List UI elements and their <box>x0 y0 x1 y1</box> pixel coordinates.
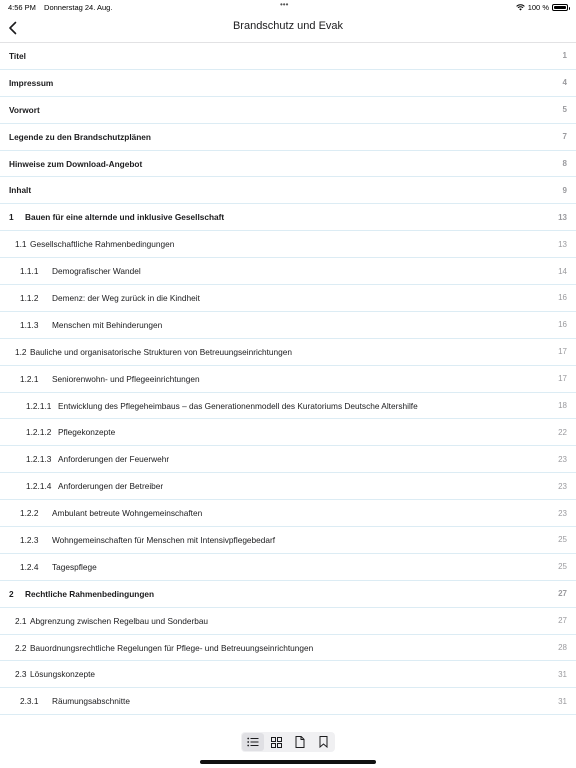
toc-page-number: 17 <box>558 374 567 384</box>
toc-section-number: 2.1 <box>15 615 27 626</box>
toc-title: Demenz: der Weg zurück in die Kindheit <box>52 292 200 303</box>
toc-entry <box>15 616 576 626</box>
toc-title: Wohngemeinschaften für Menschen mit Intensivpflegebedarf <box>52 534 276 545</box>
toc-row[interactable] <box>0 43 576 70</box>
toc-row[interactable] <box>0 204 576 231</box>
toc-title: Impressum <box>9 77 54 88</box>
toc-page-number: 22 <box>558 427 567 437</box>
toc-title: Inhalt <box>9 185 32 196</box>
toc-title: Bauordnungsrechtliche Regelungen für Pflege- und Betreuungseinrichtungen <box>30 642 314 653</box>
toc-title: Seniorenwohn- und Pflegeeinrichtungen <box>52 373 200 384</box>
toc-row[interactable] <box>0 258 576 285</box>
toc-page-number: 7 <box>562 132 567 142</box>
toc-title: Gesellschaftliche Rahmenbedingungen <box>30 239 175 250</box>
toc-entry <box>15 347 576 357</box>
toc-entry <box>20 696 576 706</box>
toc-section-number: 1.2 <box>15 346 27 357</box>
toc-entry <box>9 78 576 88</box>
toc-row[interactable] <box>0 527 576 554</box>
toc-page-number: 13 <box>558 239 567 249</box>
bookmark-icon <box>319 736 328 748</box>
toc-page-number: 13 <box>558 212 567 222</box>
table-of-contents <box>0 43 576 715</box>
toc-section-number: 1 <box>9 212 14 223</box>
toc-section-number: 1.1.2 <box>20 292 39 303</box>
toc-title: Bauen für eine alternde und inklusive Gesellschaft <box>25 212 225 223</box>
toc-page-number: 1 <box>562 51 567 61</box>
navigation-bar <box>0 14 576 43</box>
toc-entry <box>15 239 576 249</box>
toc-page-number: 18 <box>558 401 567 411</box>
toc-title: Abgrenzung zwischen Regelbau und Sonderbau <box>30 615 209 626</box>
toc-row[interactable] <box>0 635 576 662</box>
toc-entry <box>20 508 576 518</box>
toc-title: Anforderungen der Feuerwehr <box>58 454 170 465</box>
toc-entry <box>20 374 576 384</box>
toc-title: Legende zu den Brandschutzplänen <box>9 131 151 142</box>
toc-title: Titel <box>9 50 26 61</box>
wifi-icon <box>516 4 525 11</box>
status-date: Donnerstag 24. Aug. <box>44 3 113 12</box>
toc-row[interactable] <box>0 500 576 527</box>
page-title: Brandschutz und Evak <box>232 20 344 32</box>
toc-section-number: 1.2.2 <box>20 508 39 519</box>
status-time: 4:56 PM <box>8 3 36 12</box>
toc-entry <box>9 589 576 599</box>
toc-row[interactable] <box>0 419 576 446</box>
status-left <box>8 3 112 12</box>
toc-title: Räumungsabschnitte <box>52 696 130 707</box>
toc-page-number: 31 <box>558 669 567 679</box>
toc-section-number: 1.1 <box>15 239 27 250</box>
toc-row[interactable] <box>0 554 576 581</box>
toc-row[interactable] <box>0 393 576 420</box>
toc-title: Hinweise zum Download-Angebot <box>9 158 143 169</box>
home-indicator <box>200 760 376 764</box>
toc-page-number: 14 <box>558 266 567 276</box>
toc-section-number: 2.3.1 <box>20 696 39 707</box>
toc-title: Menschen mit Behinderungen <box>52 319 163 330</box>
toc-entry <box>9 132 576 142</box>
toc-section-number: 1.1.1 <box>20 266 39 277</box>
toc-row[interactable] <box>0 231 576 258</box>
toc-section-number: 1.2.1.1 <box>26 400 52 411</box>
toc-section-number: 1.2.4 <box>20 561 39 572</box>
toc-page-number: 8 <box>562 159 567 168</box>
toc-row[interactable] <box>0 97 576 124</box>
toc-title: Vorwort <box>9 104 40 115</box>
toc-row[interactable] <box>0 446 576 473</box>
toc-page-number: 23 <box>558 481 567 491</box>
toc-row[interactable] <box>0 124 576 151</box>
multitasking-dots[interactable]: ••• <box>280 0 289 9</box>
grid-icon <box>271 737 282 748</box>
toc-section-number: 1.1.3 <box>20 319 39 330</box>
status-right <box>516 3 568 12</box>
toc-section-number: 2.3 <box>15 669 27 680</box>
toc-page-number: 17 <box>558 347 567 357</box>
bottom-toolbar <box>241 732 335 752</box>
toc-entry <box>20 293 576 303</box>
toc-title: Ambulant betreute Wohngemeinschaften <box>52 508 203 519</box>
toc-page-number: 5 <box>562 105 567 115</box>
toc-row[interactable] <box>0 177 576 204</box>
toc-row[interactable] <box>0 473 576 500</box>
toc-entry <box>9 185 576 195</box>
toc-title: Bauliche und organisatorische Strukturen von Betreuungseinrichtungen <box>30 346 292 357</box>
battery-percent: 100 % <box>527 3 549 12</box>
toc-section-number: 1.2.1.3 <box>26 454 52 465</box>
toc-entry <box>9 212 576 222</box>
toc-row[interactable] <box>0 608 576 635</box>
toc-entry <box>9 51 576 61</box>
toc-section-number: 2 <box>9 588 14 599</box>
toc-title: Entwicklung des Pflegeheimbaus – das Generationenmodell des Kuratoriums Deutsche Altershilfe <box>58 400 418 411</box>
toc-page-number: 28 <box>558 643 567 653</box>
toc-row[interactable] <box>0 339 576 366</box>
toc-section-number: 1.2.3 <box>20 534 39 545</box>
toc-entry <box>9 105 576 115</box>
toc-entry <box>15 669 576 679</box>
toc-page-number: 16 <box>558 320 567 330</box>
toc-page-number: 16 <box>558 293 567 303</box>
toc-page-number: 9 <box>562 185 567 195</box>
toc-page-number: 27 <box>558 616 567 626</box>
toc-row[interactable] <box>0 151 576 178</box>
toc-row[interactable] <box>0 285 576 312</box>
toc-page-number: 31 <box>558 696 567 706</box>
toc-entry <box>26 481 576 491</box>
toc-section-number: 1.2.1.4 <box>26 481 52 492</box>
toc-entry <box>20 320 576 330</box>
thumbnail-grid-button[interactable] <box>265 733 287 751</box>
toc-title: Anforderungen der Betreiber <box>58 481 164 492</box>
toc-title: Rechtliche Rahmenbedingungen <box>25 588 155 599</box>
toc-title: Lösungskonzepte <box>30 669 96 680</box>
toc-list-button[interactable] <box>242 733 264 751</box>
toc-section-number: 1.2.1 <box>20 373 39 384</box>
toc-entry <box>20 562 576 572</box>
toc-row[interactable] <box>0 312 576 339</box>
toc-title: Tagespflege <box>52 561 97 572</box>
toc-row[interactable] <box>0 688 576 715</box>
toc-entry <box>9 159 576 169</box>
toc-section-number: 2.2 <box>15 642 27 653</box>
toc-entry <box>26 427 576 437</box>
bookmark-button[interactable] <box>312 733 334 751</box>
toc-page-number: 25 <box>558 535 567 545</box>
page-icon <box>295 736 305 748</box>
toc-entry <box>20 535 576 545</box>
toc-title: Demografischer Wandel <box>52 266 141 277</box>
toc-entry <box>20 266 576 276</box>
toc-row[interactable] <box>0 581 576 608</box>
toc-page-number: 25 <box>558 562 567 572</box>
toc-row[interactable] <box>0 366 576 393</box>
list-icon <box>247 737 259 747</box>
toc-row[interactable] <box>0 661 576 688</box>
toc-page-number: 23 <box>558 454 567 464</box>
toc-page-number: 23 <box>558 508 567 518</box>
status-bar <box>0 0 576 14</box>
toc-entry <box>26 401 576 411</box>
toc-page-number: 27 <box>558 589 567 599</box>
toc-row[interactable] <box>0 70 576 97</box>
toc-entry <box>26 454 576 464</box>
toc-page-number: 4 <box>562 78 567 88</box>
battery-icon <box>552 4 568 11</box>
toc-title: Pflegekonzepte <box>58 427 116 438</box>
toc-section-number: 1.2.1.2 <box>26 427 52 438</box>
page-view-button[interactable] <box>289 733 311 751</box>
toc-entry <box>15 643 576 653</box>
